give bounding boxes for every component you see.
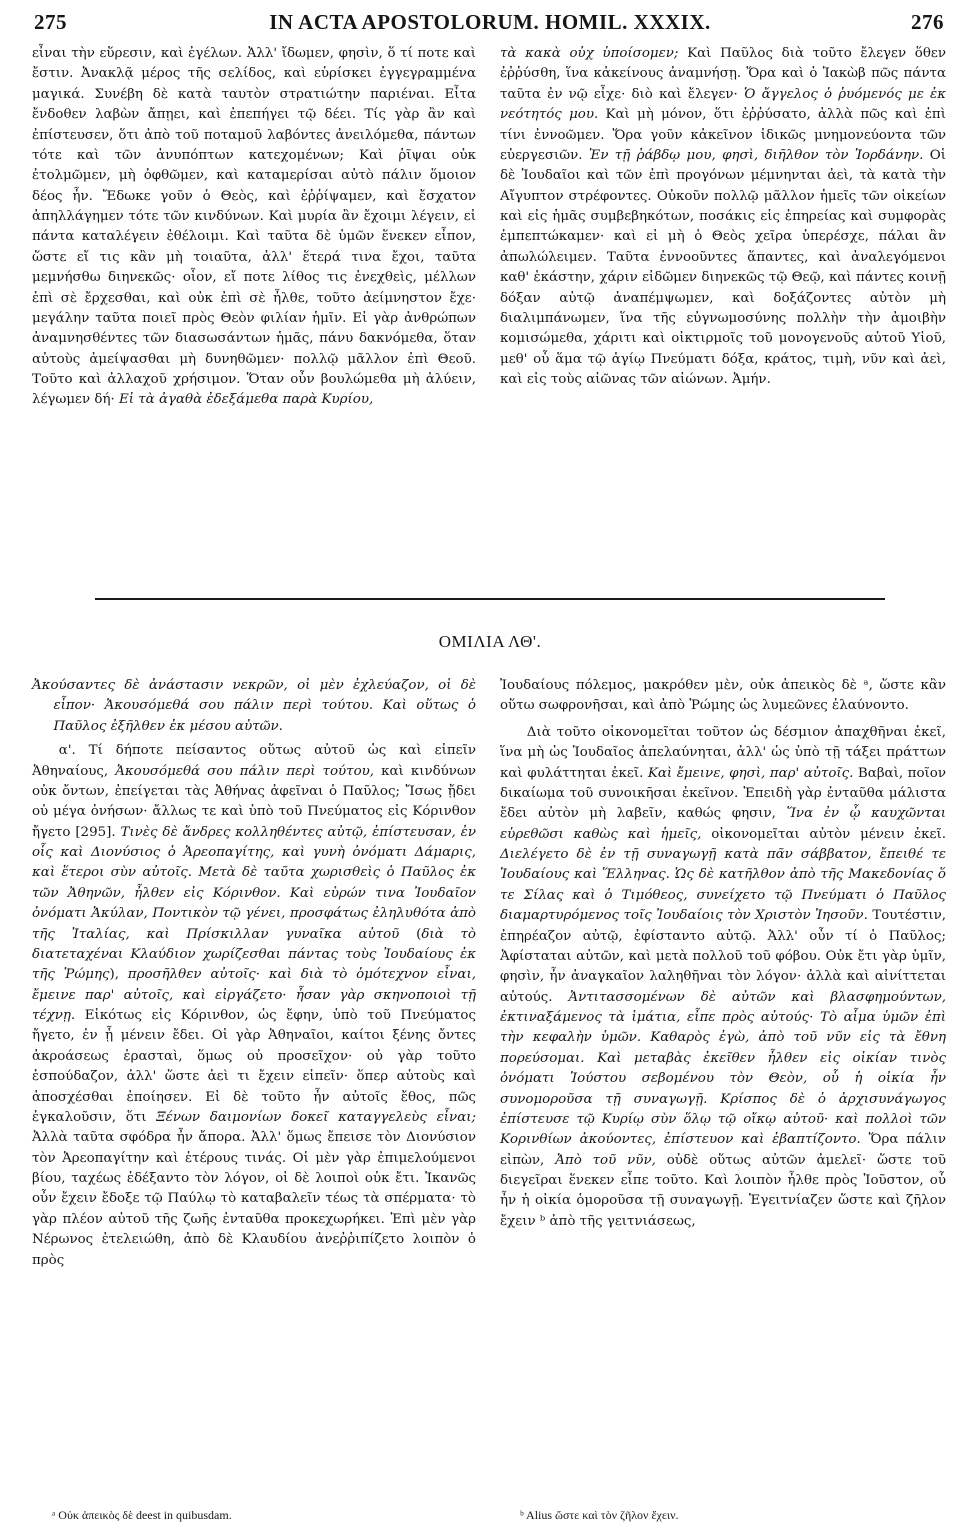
text-run: Ὅρα πάλιν εἰπὼν, (500, 1132, 946, 1168)
paragraph (32, 741, 476, 1271)
text-run: α'. Τί δήποτε πείσαντος οὕτως αὐτοῦ ὡς καὶ εἰπεῖν Ἀθηναίους, (32, 743, 476, 779)
scripture-quote: Ὁ ἄγγελος ὁ ῥυόμενός με ἐκ νεότητός μου. (500, 86, 947, 123)
paragraph (500, 723, 946, 1232)
footnote-b: ᵇ Alius ὥστε καὶ τὸν ζῆλον ἔχειν. (520, 1508, 679, 1522)
upper-right-column (500, 44, 946, 390)
running-title: IN ACTA APOSTOLORUM. HOMIL. XXXIX. (269, 10, 711, 34)
scripture-quote: Ἀκουσόμεθά σου πάλιν περὶ τούτου, (115, 763, 375, 779)
text-run: Διὰ τοῦτο οἰκονομεῖται τοῦτον ὡς δέσμιον ἀπαχθῆναι ἐκεῖ, ἵνα μὴ ὡς Ἰουδαῖος ἀπελαύνηται, ἀλλ' ὡς ὑπὸ τῇ τάξει πράττων καὶ φυλάττηται ἐκεῖ. (500, 724, 946, 781)
scripture-quote: Διελέγετο δὲ ἐν τῇ συναγωγῇ κατὰ πᾶν σάββατον, ἔπειθέ τε Ἰουδαίους καὶ Ἕλληνας. Ὡς δὲ κατῆλθον ἀπὸ τῆς Μακεδονίας ὅ τε Σίλας καὶ ὁ Τιμόθεος, συνείχετο τῷ Πνεύματι ὁ Παῦλος διαμαρτυρόμενος τοῖς Ἰουδαίοις τὸν Χριστὸν Ἰησοῦν. (500, 847, 946, 924)
scripture-quote: Ἵνα ἐν ᾧ καυχῶνται εὑρεθῶσι καθὼς καὶ ἡμεῖς, (500, 806, 946, 842)
text-run: Ἰουδαίους πόλεμος, μακρόθεν μὲν, οὐκ ἀπεικὸς δὲ ᵃ, ὥστε κἂν οὕτω σωφρονῆσαι, καὶ ἀπὸ Ῥώμης ὡς λυμεῶνες ἐλαύνοντο. (500, 678, 946, 714)
lower-right-column (500, 676, 946, 1232)
text-run: Οἱ δὲ Ἰουδαῖοι καὶ τῶν ἐπὶ προγόνων μέμνηνται ἀεὶ, τὰ κατὰ τὴν Αἴγυπτον στρέφοντες. Οὐκοῦν πολλῷ μᾶλλον ἡμεῖς τῶν οἰκείων καὶ εἰς ἡμᾶς συμβεβηκότων, ποσάκις εἰς ἐπηρείας καὶ συμφορὰς ἐμπεπτώκαμεν· καὶ εἰ μὴ ὁ Θεὸς χεῖρα ὑπερέσχε, πάλαι ἂν ἀπωλώλειμεν. Ταῦτα ἐννοοῦντες ἅπαντες, καὶ ἀναλεγόμενοι καθ' ἑκάστην, χάριν εἰδῶμεν διηνεκῶς τῷ Θεῷ, καὶ πάντες κοινῇ δόξαν αὐτῷ ἀναπέμψωμεν, καὶ δοξάζοντες αὐτὸν μὴ διαλιμπάνωμεν, ἵνα τῆς εὐγνωμοσύνης πολλὴν τὴν ἀμοιβὴν κομισώμεθα, χάριτι καὶ οἰκτιρμοῖς τοῦ μονογενοῦς αὐτοῦ Υἱοῦ, μεθ' οὗ ἅμα τῷ ἁγίῳ Πνεύματι δόξα, κράτος, τιμὴ, νῦν καὶ ἀεὶ, καὶ εἰς τοὺς αἰῶνας τῶν αἰώνων. Ἀμήν. (500, 147, 946, 387)
paragraph (500, 676, 946, 717)
scripture-quote: Καὶ ἔμεινε, φησὶ, παρ' αὐτοῖς. (647, 765, 854, 781)
homily-argument: Ἀκούσαντες δὲ ἀνάστασιν νεκρῶν, οἱ μὲν ἐχλεύαζον, οἱ δὲ εἶπον· Ἀκουσόμεθά σου πάλιν περὶ τούτου. Καὶ οὕτως ὁ Παῦλος ἐξῆλθεν ἐκ μέσου αὐτῶν. (32, 678, 476, 734)
scripture-quote: Τινὲς δὲ ἄνδρες κολληθέντες αὐτῷ, ἐπίστευσαν, ἐν οἷς καὶ Διονύσιος ὁ Ἀρεοπαγίτης, καὶ γυνὴ ὀνόματι Δάμαρις, καὶ ἕτεροι σὺν αὐτοῖς. Μετὰ δὲ ταῦτα χωρισθεὶς ὁ Παῦλος ἐκ τῶν Ἀθηνῶν, ἦλθεν εἰς Κόρινθον. Καὶ εὑρών τινα Ἰουδαῖον ὀνόματι Ἀκύλαν, Ποντικὸν τῷ γένει, προσφάτως ἐληλυθότα ἀπὸ τῆς Ἰταλίας, καὶ Πρίσκιλλαν γυναῖκα αὐτοῦ (32, 824, 476, 942)
scripture-quote: Ἀντιτασσομένων δὲ αὐτῶν καὶ βλασφημούντων, ἐκτιναξάμενος τὰ ἱμάτια, εἶπε πρὸς αὐτούς· Τὸ αἷμα ὑμῶν ἐπὶ τὴν κεφαλὴν ὑμῶν. Καθαρὸς ἐγὼ, ἀπὸ τοῦ νῦν εἰς τὰ ἔθνη πορεύσομαι. Καὶ μεταβὰς ἐκεῖθεν ἦλθεν εἰς οἰκίαν τινὸς ὀνόματι Ἰούστου σεβομένου τὸν Θεὸν, οὗ ἡ οἰκία ἦν συνομοροῦσα τῇ συναγωγῇ. Κρίσπος δὲ ὁ ἀρχισυνάγωγος ἐπίστευσε τῷ Κυρίῳ σὺν ὅλῳ τῷ οἴκῳ αὐτοῦ· καὶ πολλοὶ τῶν Κορινθίων ἀκούοντες, ἐπίστευον καὶ ἐβαπτίζοντο. (500, 989, 946, 1148)
text-run: οἰκονομεῖται αὐτὸν μένειν ἐκεῖ. (701, 826, 947, 842)
text-run: οὐδὲ οὕτως αὐτῶν ἀμελεῖ· ὥστε τοῦ διεγεῖραι ἕνεκεν εἶπε τοῦτο. Καὶ λοιπὸν ἦλθε πρὸς Ἰοῦστον, οὗ ἦν ἡ οἰκία ὁμοροῦσα τῇ συναγωγῇ. Ἐγειτνίαζεν ὥστε καὶ ζῆλον ἔχειν ᵇ ἀπὸ τῆς γειτνιάσεως, (500, 1152, 947, 1229)
text-run: Καὶ μὴ μόνον, ὅτι ἐῤῥύσατο, ἀλλὰ πῶς καὶ ἐπὶ τίνι ἐννοῶμεν. Ὅρα γοῦν κἀκεῖνον ἰδικῶς μνημονεύοντα τῶν εὐεργεσιῶν. (500, 107, 946, 163)
left-page-number: 275 (34, 10, 67, 34)
paragraph (500, 44, 946, 390)
scripture-quote: Εἰ τὰ ἀγαθὰ ἐδεξάμεθα παρὰ Κυρίου, (118, 392, 374, 408)
text-run: καὶ κινδύνων οὐκ ὄντων, ἐπείγεται τὰς Ἀθήνας ἀφεῖναι ὁ Παῦλος; Ἴσως ᾔδει οὐ μέγα ὀνήσων· ἄλλως τε καὶ ὑπὸ τοῦ Πνεύματος εἰς Κόρινθον ἤγετο [295]. (32, 763, 477, 840)
right-page-number: 276 (911, 10, 944, 34)
scripture-quote: Ἀπὸ τοῦ νῦν, (555, 1152, 656, 1168)
upper-left-column (32, 44, 476, 411)
page-header (30, 10, 950, 40)
scripture-quote: διὰ τὸ διατεταχέναι Κλαύδιον χωρίζεσθαι πάντας τοὺς Ἰουδαίους ἐκ τῆς Ῥώμης (32, 926, 476, 983)
text-run: ( (399, 926, 422, 942)
scripture-quote: προσῆλθεν αὐτοῖς· καὶ διὰ τὸ ὁμότεχνον εἶναι, ἔμεινε παρ' αὐτοῖς, καὶ εἰργάζετο· ἦσαν γὰρ σκηνοποιοὶ τῇ τέχνῃ. (32, 967, 476, 1023)
footnote-a: ᵃ Οὐκ ἀπεικὸς δὲ deest in quibusdam. (52, 1508, 232, 1522)
scripture-quote: Ἐν τῇ ῥάβδῳ μου, φησὶ, διῆλθον τὸν Ἰορδάνην. (588, 147, 924, 163)
section-divider (95, 598, 885, 600)
paragraph (32, 44, 476, 411)
text-run: Ἀλλὰ ταῦτα σφόδρα ἦν ἄπορα. Ἀλλ' ὅμως ἔπεισε τὸν Διονύσιον τὸν Ἀρεοπαγίτην καὶ ἑτέρους τινάς. Οἱ μὲν γὰρ ἐπιμελούμενοι βίου, ταχέως ἐδέξαντο τὸν λόγον, οἱ δὲ λοιποὶ οὐκ ἔτι. Ἱκανῶς οὖν ἔχειν ἔδοξε τῷ Παύλῳ τὸ καταβαλεῖν τέως τὰ σπέρματα· τὸ γὰρ πλέον αὐτοῦ τῆς ζωῆς ἐνταῦθα προκεχωρήκει. Ἐπὶ μὲν γὰρ Νέρωνος ἐτελειώθη, ἀπὸ δὲ Κλαυδίου ἀνεῤῥιπίζετο λοιπὸν ὁ πρὸς (32, 1130, 476, 1268)
scripture-quote: τὰ κακὰ οὐχ ὑποίσομεν; (500, 46, 679, 61)
text-run: Καὶ Παῦλος διὰ τοῦτο ἔλεγεν ὅθεν ἐῤῥύσθη, ἵνα κἀκείνους ἀναμνήσῃ. Ὅρα καὶ ὁ Ἰακὼβ πῶς πάντα ταῦτα ἐν νῷ εἶχε· διὸ καὶ ἔλεγεν· (500, 46, 946, 102)
scripture-quote: Ξένων δαιμονίων δοκεῖ καταγγελεὺς εἶναι; (156, 1109, 477, 1125)
homily-title: ΟΜΙΛΙΑ ΛΘ'. (438, 632, 542, 651)
text-run: ), (109, 967, 128, 983)
lower-left-column (32, 676, 476, 1271)
text-run: Εἰκότως εἰς Κόρινθον, ὡς ἔφην, ὑπὸ τοῦ Πνεύματος ἤγετο, ἐν ᾗ μένειν ἔδει. Οἱ γὰρ Ἀθηναῖοι, καίτοι ξένης ὄντες ἀκροάσεως ἐρασταὶ, ὅμως οὐ προσεῖχον· οὐ γὰρ τοῦτο ἐσπούδαζον, ἀλλ' ὥστε ἀεὶ τι ἔχειν εἰπεῖν· ὅπερ αὐτοὺς καὶ ἀποσχέσθαι ἐποίησεν. Εἰ δὲ τοῦτο ἦν αὐτοῖς ἔθος, πῶς ἐγκαλοῦσιν, ὅτι (32, 1008, 476, 1125)
text-run: Βαβαὶ, ποῖον δικαίωμα τοῦ συνοικῆσαι ἐκεῖνον. Ἐπειδὴ γὰρ ἐνταῦθα μάλιστα ἔδει αὐτὸν μὴ λαβεῖν, καθώς φησιν, (500, 765, 946, 822)
text-run: εἶναι τὴν εὕρεσιν, καὶ ἐγέλων. Ἀλλ' ἴδωμεν, φησὶν, ὅ τί ποτε καὶ ἔστιν. Ἀνακλᾷ μέρος τῆς σελίδος, καὶ εὑρίσκει ἐγγεγραμμένα μαγικά. Συνέβη δὲ κατὰ ταυτὸν στρατιώτην παριέναι. Εἶτα ἔνδοθεν λαβὼν ἄπῃει, καὶ ἐπεπήγει τῷ δέει. Τίς γὰρ ἂν καὶ ἐπίστευσεν, ὅτι ἀπὸ τοῦ ποταμοῦ λαβόντες ἀνειλόμεθα, πάντων τότε καὶ τῶν ἀνυπόπτων κατεχομένων; Καὶ ῥῖψαι οὐκ ἐτολμῶμεν, μὴ ὀφθῶμεν, καὶ καταμερίσαι αὐτὸ πάλιν ὅμοιον δέος ἦν. Ἔδωκε γοῦν ὁ Θεὸς, καὶ ἐῤῥίψαμεν, καὶ ἔσχατον ἀπηλλάγημεν τότε τῶν κινδύνων. Καὶ μυρία ἂν ἔχοιμι λέγειν, εἰ πάντα καταλέγειν ἐθέλοιμι. Καὶ ταῦτα δὲ ὑμῶν ἕνεκεν εἶπον, ὥστε εἴ τις κἂν μὴ τοιαῦτα, ἀλλ' ἕτερά τινα ἔχοι, ταῦτα μεμνήσθω διηνεκῶς· οἷον, εἴ ποτε λίθος τις ἐνεχθεὶς, μέλλων ἐπὶ σὲ ἔρχεσθαι, καὶ οὐκ ἐπὶ σὲ ἦλθε, τοῦτο ἀείμνηστον ἔχε· μεγάλην ταῦτα ποιεῖ πρὸς Θεὸν φιλίαν ἡμῖν. Εἰ γὰρ ἀνθρώπων ἀναμνησθέντες τῶν διασωσάντων ἡμᾶς, πάνυ δακνόμεθα, ὅταν αὐτοὺς ἀμείψασθαι μὴ δυνηθῶμεν· πολλῷ μᾶλλον ἐπὶ Θεοῦ. Τοῦτο καὶ ἀλλαχοῦ χρήσιμον. Ὅταν οὖν βουλώμεθα μὴ ἀλύειν, λέγωμεν δή· (32, 46, 476, 408)
text-run: Τουτέστιν, ἐπηρέαζον αὐτῷ, ἐφίσταντο αὐτῷ. Ἀλλ' οὖν τί ὁ Παῦλος; Ἀφίσταται αὐτῶν, καὶ μετὰ πολλοῦ τοῦ φόβου. Οὐκ ἔτι γὰρ ὑμῖν, φησὶν, ἦν ἀναγκαῖον λαληθῆναι τὸν λόγον· ἀλλὰ καὶ αἰνίττεται αὐτούς. (500, 908, 946, 1005)
